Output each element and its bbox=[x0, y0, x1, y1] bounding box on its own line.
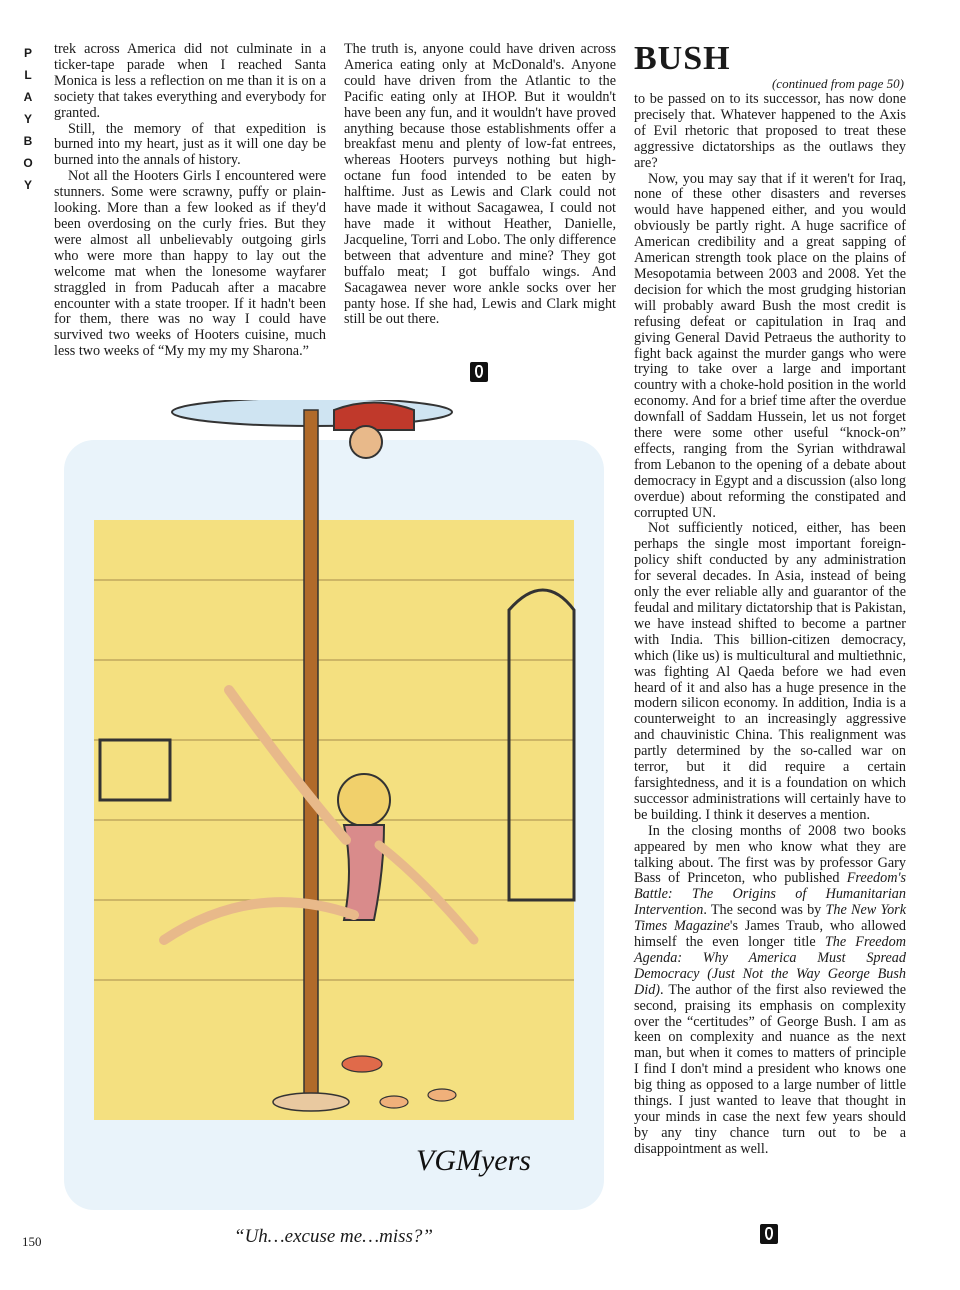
masthead-letter: A bbox=[23, 90, 33, 104]
masthead-letter: L bbox=[24, 68, 32, 82]
paragraph: to be passed on to its successor, has now done precisely that. Whatever happened to the Axis of Evil rhetoric that proposed to treat these aggressive dictatorships as the outlaws they are? bbox=[634, 91, 906, 171]
paragraph: Now, you may say that if it weren't for Iraq, none of these other disasters and reverses would have happened either, and you would obviously be partly right. A huge sacrifice of American credibility and a great sapping of American strength took place on the plains of Mesopotamia between 2003 and 2008. Yet the decision for which the most grudging historian will probably award Bush the most credit is refusing defeat or capitulation in Iraq and giving General David Petraeus the authority to fight back against the murder gangs who were trying to take over a large and important country with a choke-hold position in the world economy. And for a brief time after the overdue downfall of Saddam Hussein, let us not forget there were some other useful “knock-on” effects, ranging from the Syrian withdrawal from Lebanon to the opening of a debate about democracy in Egypt and a discussion (also long overdue) about reforming the constipated and corrupted UN. bbox=[634, 170, 906, 521]
cartoon-illustration bbox=[54, 400, 614, 1220]
paragraph: trek across America did not culminate in a ticker-tape parade when I reached Santa Monica is less a reflection on me than it is on a society that takes everything and everybody for granted. bbox=[54, 41, 326, 121]
masthead-letter: O bbox=[23, 156, 33, 170]
paragraph: Still, the memory of that expedition is burned into my heart, just as it will one day be burned into the annals of history. bbox=[54, 120, 326, 169]
pole-base bbox=[273, 1093, 349, 1111]
end-mark-bunny-icon bbox=[760, 1224, 778, 1244]
section-heading: BUSH bbox=[634, 40, 731, 77]
end-mark-bunny-icon bbox=[470, 362, 488, 382]
masthead-letter: B bbox=[23, 134, 33, 148]
masthead-letter: Y bbox=[23, 112, 32, 126]
paragraph: Not sufficiently noticed, either, has been perhaps the single most important foreign-policy shift conducted by any administration for several decades. In Asia, instead of being only the ever reliable ally and guarantor of the feudal and military dictatorship that is Pakistan, we have instead shifted to become a partner with India. This billion-citizen democracy, which (like us) is multicultural and multiethnic, was fighting Al Qaeda before we had even heard of it and also has a huge presence in the modern silicon economy. In addition, India is a counterweight to an increasingly aggressive and chauvinistic China. This realignment was partly determined by the so-called war on terror, but it did require a certain farsightedness, and it is a foundation on which successor administrations will certainly have to be building. I think it deserves a mention. bbox=[634, 520, 906, 823]
paragraph: In the closing months of 2008 two books appeared by men who know what they are talking about. The first was by professor Gary Bass of Princeton, who published Freedom's Battle: The Origins of Humanitarian Intervention. The second was by The New York Times Magazine's James Traub, who allowed himself the even longer title The Freedom Agenda: Why America Must Spread Democracy (Just Not the Way George Bush Did). The author of the first also reviewed the second, praising its emphasis on complexity over the “certitudes” of George Bush. I am as keen on complexity and nuance as the next man, but when it comes to matters of principle I find I don't mind a president who knows one big thing as opposed to a large number of little things. I just wanted to leave that thought in your minds in case the next few years should by any tiny chance turn out to be a disappointment as well. bbox=[634, 822, 906, 1157]
artist-signature: VGMyers bbox=[416, 1144, 531, 1177]
masthead-vertical bbox=[20, 42, 36, 196]
cartoon-caption: “Uh…excuse me…miss?” bbox=[234, 1226, 433, 1247]
article-column-1 bbox=[54, 42, 326, 360]
paragraph: The truth is, anyone could have driven across America eating only at McDonald's. Anyone could have driven from the Atlantic to the Pacific eating only at IHOP. But it wouldn't have been any fun, and it wouldn't have proved anything because those establishments offer a breakfast menu and plenty of low-fat entrees, whereas Hooters purveys nothing but high-octane fun food intended to be eaten by halftime. Just as Lewis and Clark could not have made it without Sacagawea, I could not have made it without Heather, Danielle, Jacqueline, Torri and Lobo. The only difference between that adventure and mine? They got buffalo meat; I got buffalo wings. And Sacagawea never wore ankle socks over her panty hose. If she had, Lewis and Clark might still be out there. bbox=[344, 41, 616, 328]
paragraph: Not all the Hooters Girls I encountered were stunners. Some were scrawny, puffy or plain-looking. More than a few looked as if they'd been overdosing on the curly fries. But they were almost all unbelievably outgoing girls who were more than happy to lay out the welcome mat when the lonesome wayfarer straggled in from Paducah after a macabre encounter with a state trooper. If it hadn't been for them, there was no way I could have survived two weeks of Hooters cuisine, much less two weeks of “My my my my Sharona.” bbox=[54, 168, 326, 360]
pole bbox=[304, 410, 318, 1095]
article-column-3 bbox=[634, 92, 906, 1158]
page-number: 150 bbox=[22, 1234, 42, 1249]
masthead-letter: P bbox=[23, 46, 32, 60]
masthead-letter: Y bbox=[23, 178, 32, 192]
article-column-2 bbox=[344, 42, 616, 328]
continued-note: (continued from page 50) bbox=[771, 76, 904, 91]
